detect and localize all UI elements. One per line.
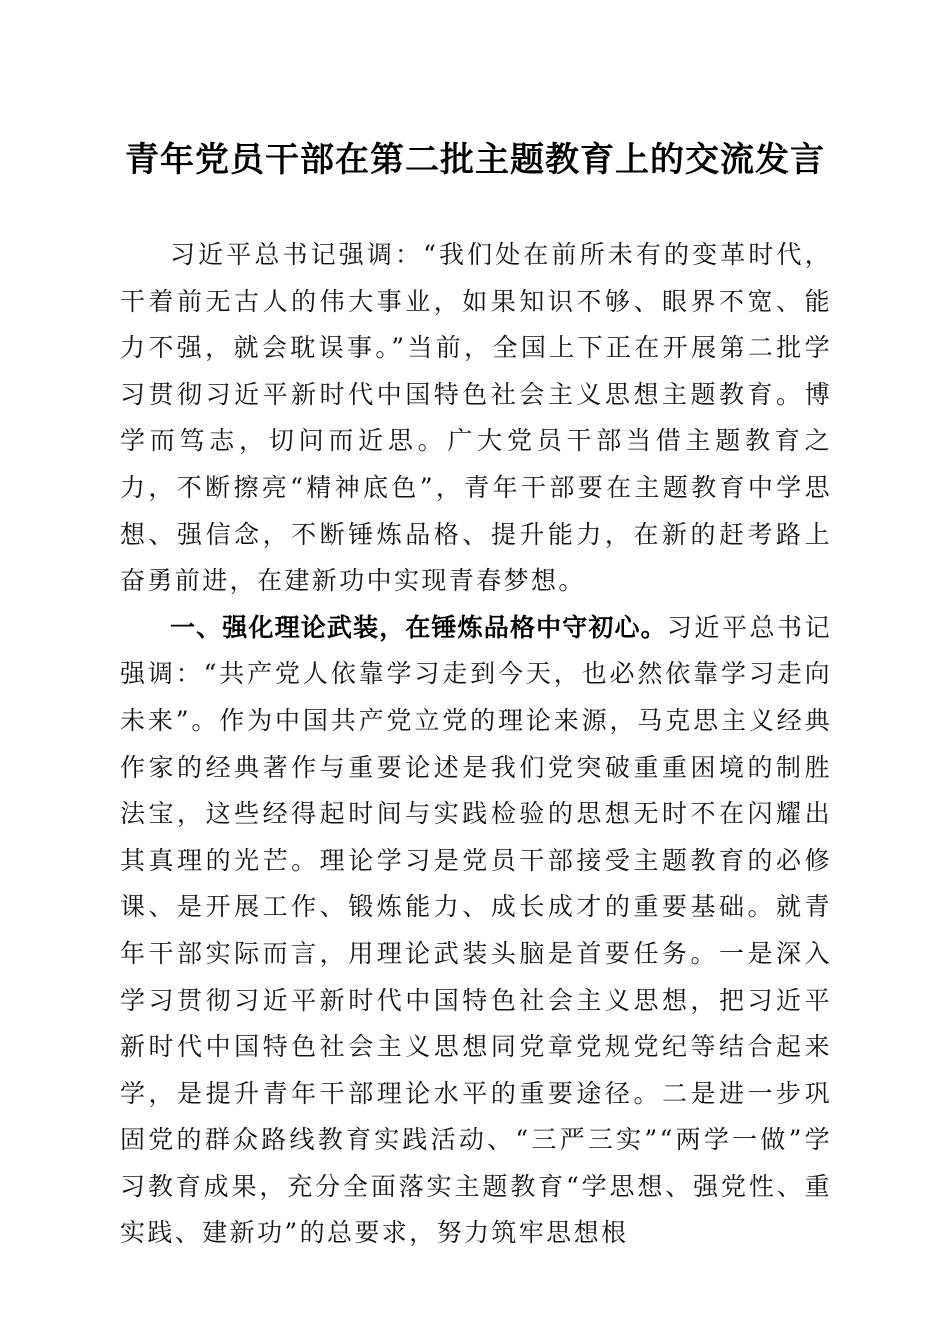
section-one-paragraph (120, 605, 832, 1257)
intro-paragraph (120, 232, 832, 605)
intro-paragraph-text: 习近平总书记强调：“我们处在前所未有的变革时代，干着前无古人的伟大事业，如果知识不够、眼界不宽、能力不强，就会耽误事。”当前，全国上下正在开展第二批学习贯彻习近平新时代中国特色社会主义思想主题教育。博学而笃志，切问而近思。广大党员干部当借主题教育之力，不断擦亮“精神底色”，青年干部要在主题教育中学思想、强信念，不断锤炼品格、提升能力，在新的赶考路上奋勇前进，在建新功中实现青春梦想。 (120, 240, 832, 596)
document-body (120, 232, 832, 1257)
section-one-heading: 一、强化理论武装，在锤炼品格中守初心。 (170, 612, 667, 642)
section-one-text: 习近平总书记强调：“共产党人依靠学习走到今天，也必然依靠学习走向未来”。作为中国共产党立党的理论来源，马克思主义经典作家的经典著作与重要论述是我们党突破重重困境的制胜法宝，这些经得起时间与实践检验的思想无时不在闪耀出其真理的光芒。理论学习是党员干部接受主题教育的必修课、是开展工作、锻炼能力、成长成才的重要基础。就青年干部实际而言，用理论武装头脑是首要任务。一是深入学习贯彻习近平新时代中国特色社会主义思想，把习近平新时代中国特色社会主义思想同党章党规党纪等结合起来学，是提升青年干部理论水平的重要途径。二是进一步巩固党的群众路线教育实践活动、“三严三实”“两学一做”学习教育成果，充分全面落实主题教育“学思想、强党性、重实践、建新功”的总要求，努力筑牢思想根 (120, 612, 832, 1248)
document-title: 青年党员干部在第二批主题教育上的交流发言 (125, 140, 825, 180)
